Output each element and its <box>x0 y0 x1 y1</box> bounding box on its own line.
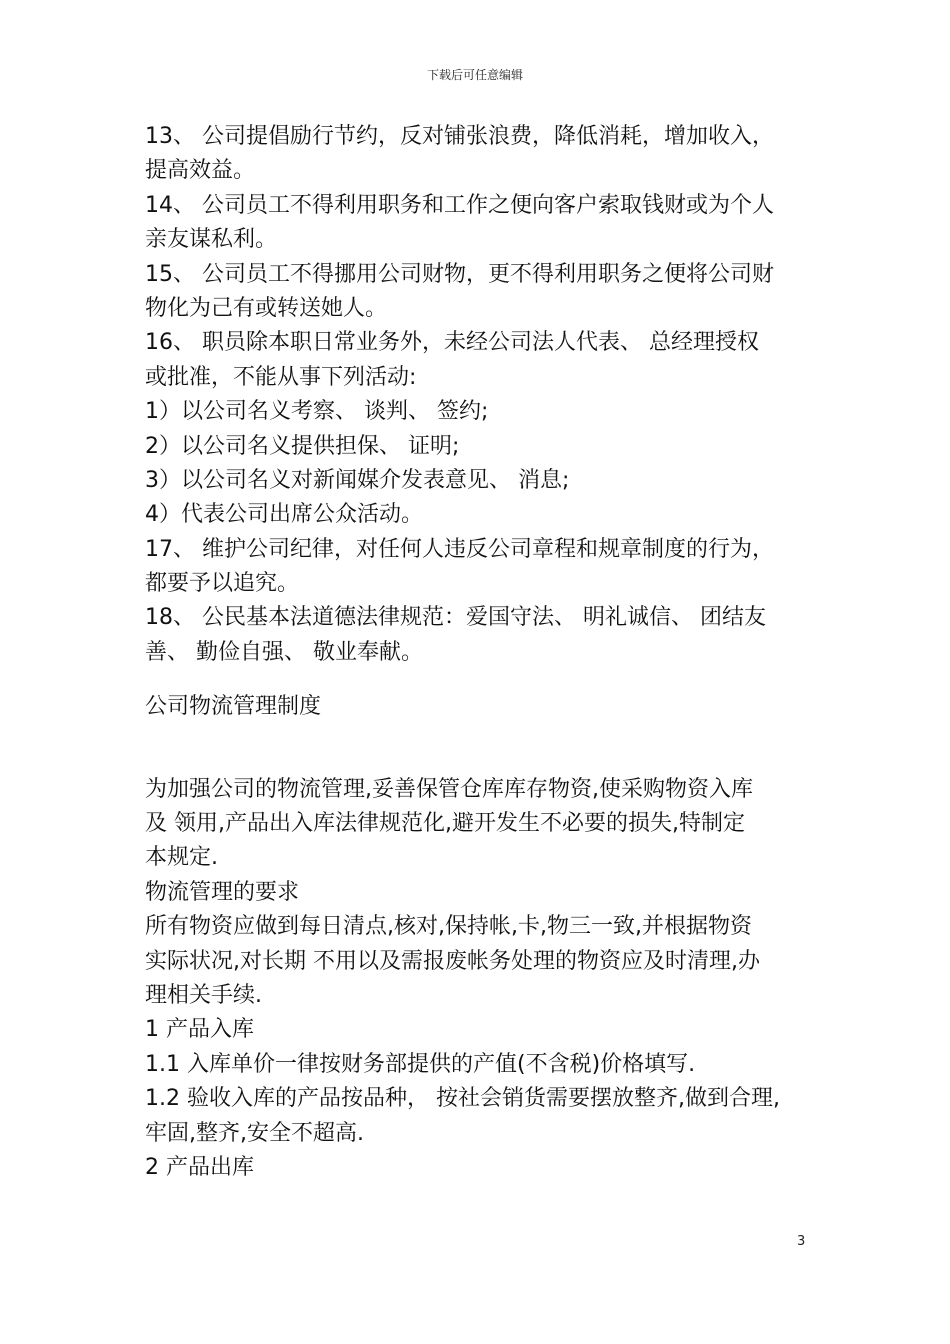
logistics-section <box>145 773 825 1186</box>
subheading: 1 产品入库 <box>145 1017 254 1043</box>
rules-section <box>145 120 825 670</box>
text-line: 本规定. <box>145 845 218 871</box>
text-line: 1）以公司名义考察、 谈判、 签约; <box>145 399 489 425</box>
text-line: 所有物资应做到每日清点,核对,保持帐,卡,物三一致,并根据物资 <box>145 914 752 940</box>
text-line: 4）代表公司出席公众活动。 <box>145 502 423 528</box>
text-line: 13、 公司提倡励行节约，反对铺张浪费，降低消耗，增加收入， <box>145 124 774 149</box>
subheading: 物流管理的要求 <box>145 879 300 905</box>
text-line: 都要予以追究。 <box>145 571 300 597</box>
text-line: 实际状况,对长期 不用以及需报废帐务处理的物资应及时清理,办 <box>145 948 760 974</box>
text-line: 亲友谋私利。 <box>145 227 278 253</box>
page-number: 3 <box>797 1234 806 1249</box>
text-line: 或批准，不能从事下列活动: <box>145 364 417 390</box>
subheading: 2 产品出库 <box>145 1154 254 1180</box>
text-line: 理相关手续. <box>145 982 262 1008</box>
text-line: 2）以公司名义提供担保、 证明; <box>145 433 460 459</box>
text-line: 16、 职员除本职日常业务外，未经公司法人代表、 总经理授权 <box>145 330 759 356</box>
text-line: 18、 公民基本法道德法律规范：爱国守法、 明礼诚信、 团结友 <box>145 605 766 631</box>
text-line: 15、 公司员工不得挪用公司财物，更不得利用职务之便将公司财 <box>145 261 774 287</box>
text-line: 及 领用,产品出入库法律规范化,避开发生不必要的损失,特制定 <box>145 811 745 837</box>
text-line: 物化为己有或转送她人。 <box>145 295 388 321</box>
document-body <box>145 120 825 1185</box>
text-line: 牢固,整齐,安全不超高. <box>145 1120 364 1146</box>
text-line: 17、 维护公司纪律，对任何人违反公司章程和规章制度的行为， <box>145 536 774 562</box>
text-line: 1.1 入库单价一律按财务部提供的产值(不含税)价格填写. <box>145 1051 696 1077</box>
text-line: 为加强公司的物流管理,妥善保管仓库库存物资,使采购物资入库 <box>145 776 753 802</box>
text-line: 3）以公司名义对新闻媒介发表意见、 消息; <box>145 467 570 493</box>
section-title: 公司物流管理制度 <box>145 694 322 720</box>
page-header: 下载后可任意编辑 <box>426 68 523 82</box>
text-line: 提高效益。 <box>145 158 256 184</box>
text-line: 1.2 验收入库的产品按品种， 按社会销货需要摆放整齐,做到合理, <box>145 1086 780 1112</box>
text-line: 善、 勤俭自强、 敬业奉献。 <box>145 639 423 665</box>
spacer <box>145 725 825 773</box>
spacer <box>145 670 825 690</box>
text-line: 14、 公司员工不得利用职务和工作之便向客户索取钱财或为个人 <box>145 192 774 218</box>
